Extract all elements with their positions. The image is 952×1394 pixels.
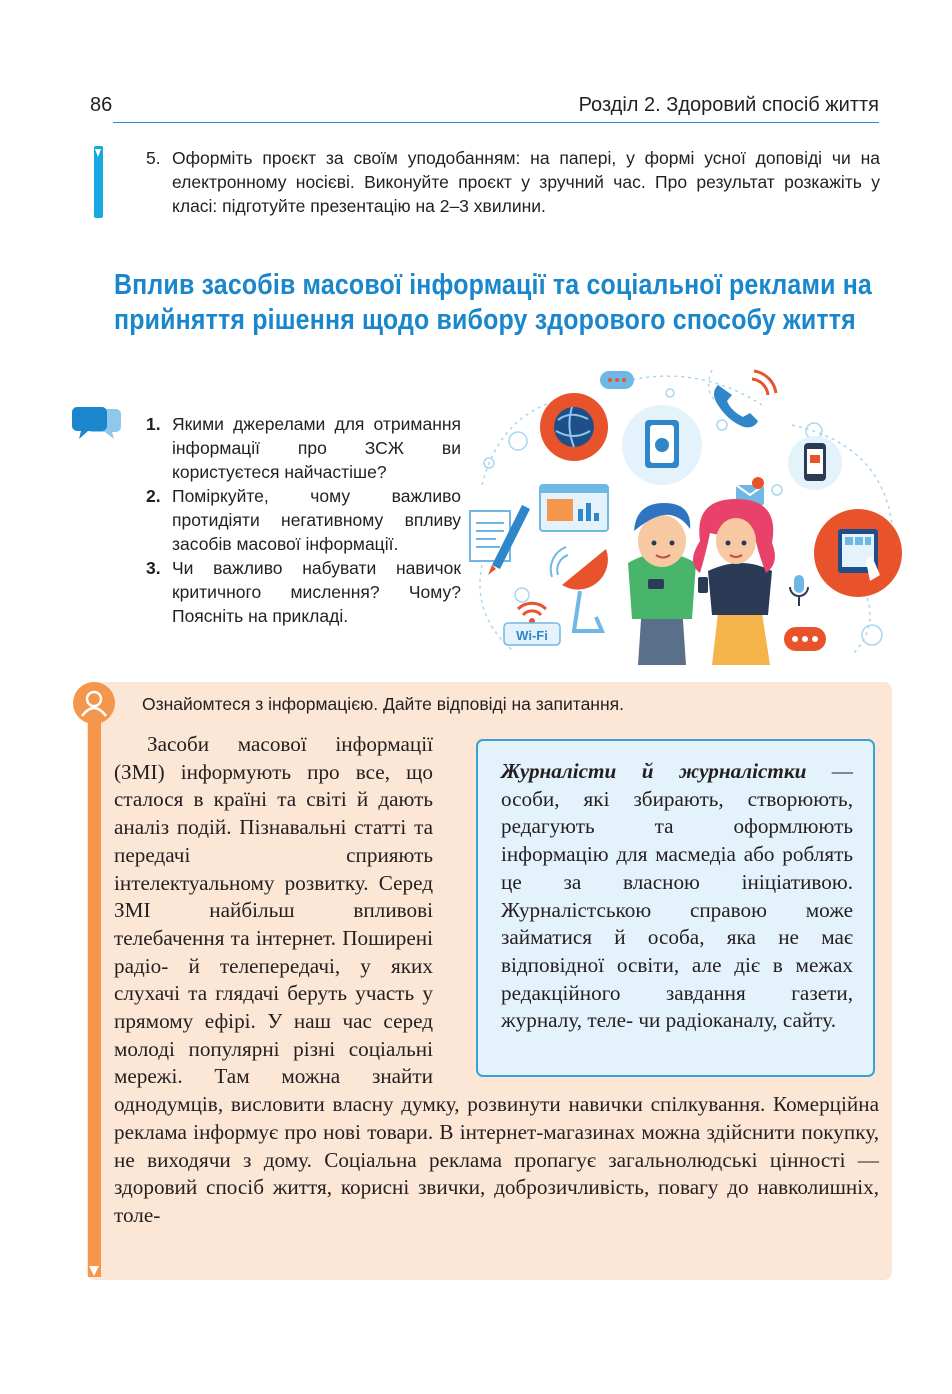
info-instruction: Ознайомтеся з інформацією. Дайте відповіді на запитання. [142,694,624,714]
smartphone-icon [788,436,842,490]
phone-call-icon [714,371,776,427]
info-marker-bar [88,712,101,1277]
microphone-icon [790,575,808,606]
globe-icon [540,393,608,461]
question-item [146,484,461,556]
wifi-label: Wi-Fi [516,628,548,643]
question-list [146,412,461,628]
info-paragraph: Засоби масової інформації (ЗМІ) інформують про все, що сталося в країні та світі й дають аналіз подій. Пізнавальні статті та передачі сприяють інтелектуальному розвитку. Серед ЗМІ найбільш впливові телебачення та інтернет. Поширені радіо- й телепередачі, у яких слухачі та глядачі беруть участь у прямому ефірі. У наш час серед молоді популярні різні соціальні мережі. Там можна знайти однодумців, висловити власну думку, розвинути навички спілкування. Комерційна реклама інформує про нові товари. В інтернет-магазинах можна здійснити покупку, не виходячи з дому. Соціальна реклама пропагує загальнолюдські цінності — здоровий спосіб життя, корисні звички, доброзичливість, повагу до навколишніх, толе- [114,732,879,1227]
boy-figure [628,503,696,665]
browser-window-icon [540,485,608,531]
definition-text: — особи, які збирають, створюють, редагують та оформлюють інформацію для масмедіа або роблять це за власною ініціативою. Журналістською справою може займатися й особа, яка не має відповідної освіти, але діє в межах редакційного завдання газети, журналу, теле- чи радіоканалу, сайту. [501,759,853,1033]
message-bubble-icon [600,371,634,389]
question-text: Чи важливо набувати навичок критичного мислення? Чому? Поясніть на прикладі. [172,558,461,626]
info-bar-arrow [89,1266,99,1276]
running-title: Розділ 2. Здоровий спосіб життя [578,94,879,116]
document-pen-icon [470,505,530,575]
question-number: 2. [146,486,161,506]
section-heading: Вплив засобів масової інформації та соціальної реклами на прийняття рішення щодо вибору здорового способу життя [114,269,872,336]
phonebook-icon [622,405,702,485]
question-number: 1. [146,414,161,434]
question-number: 3. [146,558,161,578]
tablet-touch-icon [814,509,902,597]
satellite-dish-icon [551,547,608,631]
task-number: 5. [146,148,161,168]
task-text: Оформіть проєкт за своїм уподобанням: на папері, у формі усної доповіді чи на електронному носієві. Виконуйте проєкт у зручний час. Про результат розкажіть у класі: підготуйте презентацію на 2–3 хвилини. [172,148,880,216]
header-rule [113,122,879,123]
question-text: Поміркуйте, чому важливо протидіяти негативному впливу засобів масової інформації. [172,486,461,554]
page-number: 86 [90,94,113,116]
task-item [146,146,880,218]
chat-bubble-icon [784,627,826,651]
task-marker-bar [94,146,103,218]
definition-term: Журналісти й журналістки [501,759,807,783]
person-icon [73,682,115,724]
media-illustration [462,365,907,665]
girl-figure [693,499,775,665]
definition-box [476,739,875,1077]
question-item [146,412,461,484]
question-text: Якими джерелами для отримання інформації про ЗСЖ ви користуєтеся найчастіше? [172,414,461,482]
question-item [146,556,461,628]
discussion-icon [72,406,122,451]
